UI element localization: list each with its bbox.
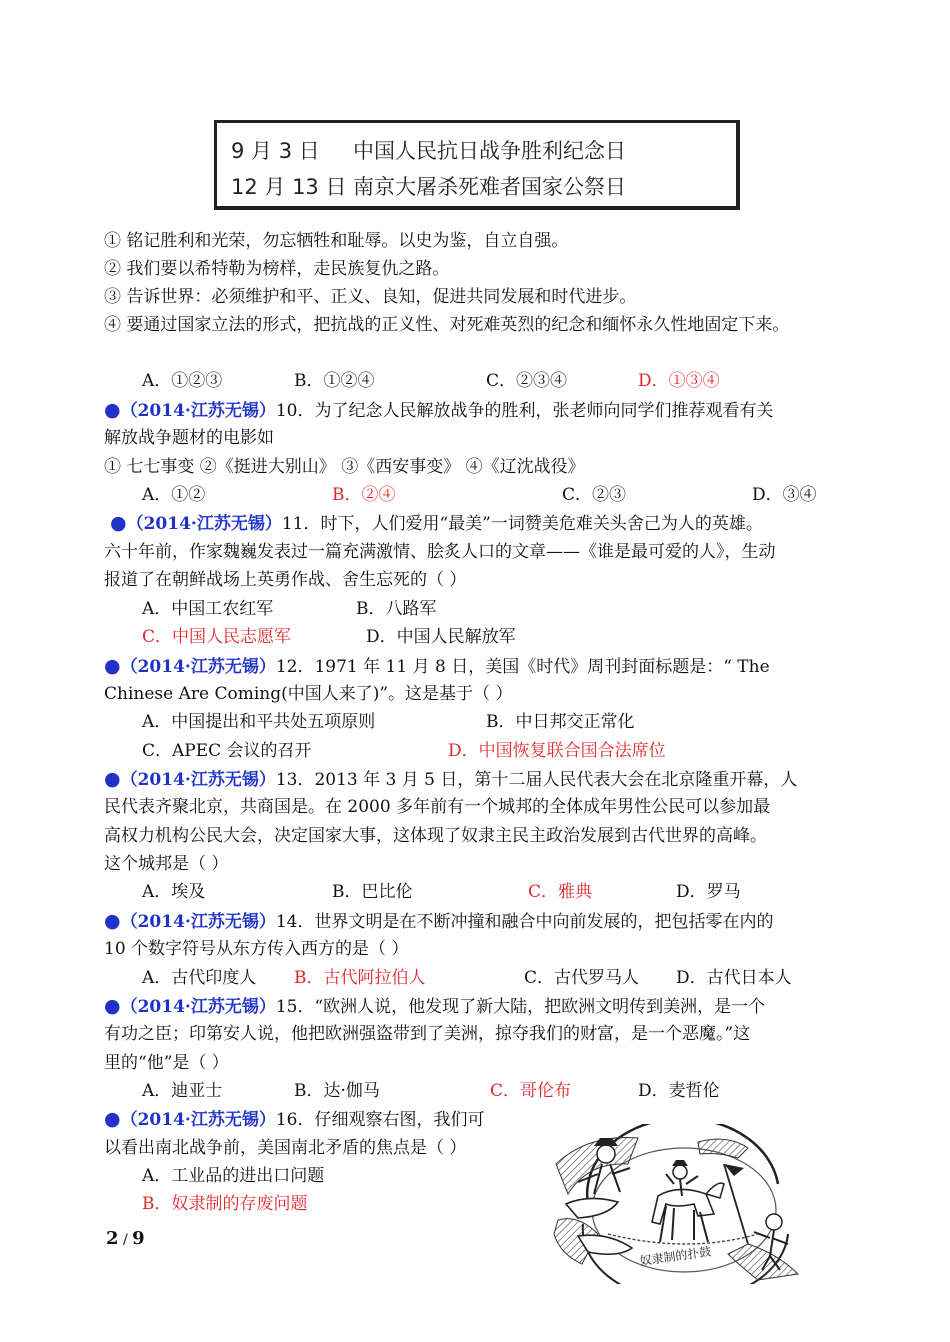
bullet-icon: ●	[104, 995, 121, 1017]
question-text: 12．1971 年 11 月 8 日，美国《时代》周刊封面标题是：“ The	[275, 657, 770, 677]
statement: ① 铭记胜利和光荣，勿忘牺牲和耻辱。以史为鉴，自立自强。	[104, 231, 569, 251]
question-source: （2014·江苏无锡）	[126, 514, 282, 534]
date-row	[231, 171, 626, 201]
question-source: （2014·江苏无锡）	[120, 657, 276, 677]
option-b: B．巴比伦	[332, 882, 413, 902]
date-row	[231, 135, 626, 165]
slavery-tug-of-war-cartoon	[548, 1124, 816, 1284]
question-text: 有功之臣；印第安人说，他把欧洲强盗带到了美洲，掠夺我们的财富，是一个恶魔。”这	[104, 1024, 751, 1044]
question-source: （2014·江苏无锡）	[120, 997, 276, 1017]
option-d: D．麦哲伦	[638, 1081, 720, 1101]
bullet-icon: ●	[104, 1108, 121, 1130]
date-label: 12 月 13 日	[231, 175, 347, 199]
statement: ② 我们要以希特勒为榜样，走民族复仇之路。	[104, 259, 450, 279]
option-c: C．APEC 会议的召开	[142, 741, 312, 761]
page-total: 9	[132, 1228, 145, 1249]
question-text: 16．仔细观察右图，我们可	[275, 1110, 485, 1130]
question-text: 高权力机构公民大会，决定国家大事，这体现了奴隶主民主政治发展到古代世界的高峰。	[104, 826, 767, 846]
question-text: 解放战争题材的电影如	[104, 428, 274, 448]
option-b-answer: B．奴隶制的存废问题	[142, 1194, 308, 1214]
statement: ④ 要通过国家立法的形式，把抗战的正义性、对死难英烈的纪念和缅怀永久性地固定下来。	[104, 315, 790, 335]
statement: ③ 告诉世界：必须维护和平、正义、良知，促进共同发展和时代进步。	[104, 287, 637, 307]
option-d: D．中国人民解放军	[366, 627, 516, 647]
question-14	[104, 910, 773, 933]
bullet-icon: ●	[104, 399, 121, 421]
option-b-answer: B．古代阿拉伯人	[294, 968, 426, 988]
bullet-icon: ●	[104, 768, 121, 790]
option-d-answer: D．①③④	[638, 371, 720, 391]
option-a: A．埃及	[142, 882, 206, 902]
option-a: A．工业品的进出口问题	[142, 1166, 325, 1186]
page-number: 2 / 9	[106, 1228, 145, 1249]
question-text: 15．“欧洲人说，他发现了新大陆，把欧洲文明传到美洲，是一个	[275, 997, 766, 1017]
date-description: 南京大屠杀死难者国家公祭日	[353, 175, 626, 199]
option-b: B．达·伽马	[294, 1081, 380, 1101]
option-a: A．中国提出和平共处五项原则	[142, 712, 376, 732]
question-text: 里的“他”是（ ）	[104, 1053, 229, 1073]
question-13	[104, 768, 797, 791]
option-b: B．八路军	[356, 599, 437, 619]
question-text: 10．为了纪念人民解放战争的胜利，张老师向同学们推荐观看有关	[275, 401, 774, 421]
question-text: Chinese Are Coming(中国人来了)”。这是基于（ ）	[104, 684, 513, 704]
question-text: 10 个数字符号从东方传入西方的是（ ）	[104, 939, 409, 959]
bullet-icon: ●	[104, 910, 121, 932]
option-c: C．②③④	[486, 371, 568, 391]
question-text: 这个城邦是（ ）	[104, 854, 229, 874]
cartoon-caption: 奴隶制的扑鼓	[638, 1244, 713, 1269]
question-source: （2014·江苏无锡）	[120, 1110, 276, 1130]
question-12	[104, 655, 770, 678]
option-a: A．古代印度人	[142, 968, 257, 988]
option-d: D．古代日本人	[676, 968, 792, 988]
option-d: D．③④	[752, 485, 817, 505]
commemoration-date-box	[214, 120, 740, 210]
question-source: （2014·江苏无锡）	[120, 401, 276, 421]
date-label: 9 月 3 日	[231, 139, 320, 163]
question-10	[104, 399, 773, 422]
question-text: 13．2013 年 3 月 5 日，第十二届人民代表大会在北京隆重开幕，人	[275, 770, 798, 790]
question-text: 民代表齐聚北京，共商国是。在 2000 多年前有一个城邦的全体成年男性公民可以参加最	[104, 797, 771, 817]
option-c-answer: C．雅典	[528, 882, 593, 902]
bullet-icon: ●	[110, 512, 127, 534]
question-text: 六十年前，作家魏巍发表过一篇充满激情、脍炙人口的文章——《谁是最可爱的人》，生动	[104, 542, 776, 562]
option-a: A．迪亚士	[142, 1081, 223, 1101]
option-a: A．①②③	[142, 371, 223, 391]
bullet-icon: ●	[104, 655, 121, 677]
option-d-answer: D．中国恢复联合国合法席位	[448, 741, 666, 761]
option-c-answer: C．中国人民志愿军	[142, 627, 292, 647]
question-items: ① 七七事变 ②《挺进大别山》 ③《西安事变》 ④《辽沈战役》	[104, 457, 585, 477]
question-source: （2014·江苏无锡）	[120, 770, 276, 790]
option-b-answer: B．②④	[332, 485, 396, 505]
option-b: B．中日邦交正常化	[486, 712, 635, 732]
question-text: 14．世界文明是在不断冲撞和融合中向前发展的，把包括零在内的	[275, 912, 774, 932]
option-c: C．古代罗马人	[524, 968, 640, 988]
option-d: D．罗马	[676, 882, 741, 902]
question-text: 报道了在朝鲜战场上英勇作战、舍生忘死的（ ）	[104, 570, 467, 590]
option-c: C．②③	[562, 485, 627, 505]
option-b: B．①②④	[294, 371, 375, 391]
option-c-answer: C．哥伦布	[490, 1081, 572, 1101]
date-description: 中国人民抗日战争胜利纪念日	[353, 139, 626, 163]
option-a: A．①②	[142, 485, 206, 505]
question-15	[104, 995, 765, 1018]
option-a: A．中国工农红军	[142, 599, 274, 619]
question-text: 以看出南北战争前，美国南北矛盾的焦点是（ ）	[104, 1138, 467, 1158]
question-source: （2014·江苏无锡）	[120, 912, 276, 932]
question-text: 11．时下，人们爱用“最美”一词赞美危难关头舍己为人的英雄。	[281, 514, 763, 534]
page-current: 2	[106, 1228, 119, 1249]
question-16	[104, 1108, 484, 1131]
question-11	[110, 512, 763, 535]
